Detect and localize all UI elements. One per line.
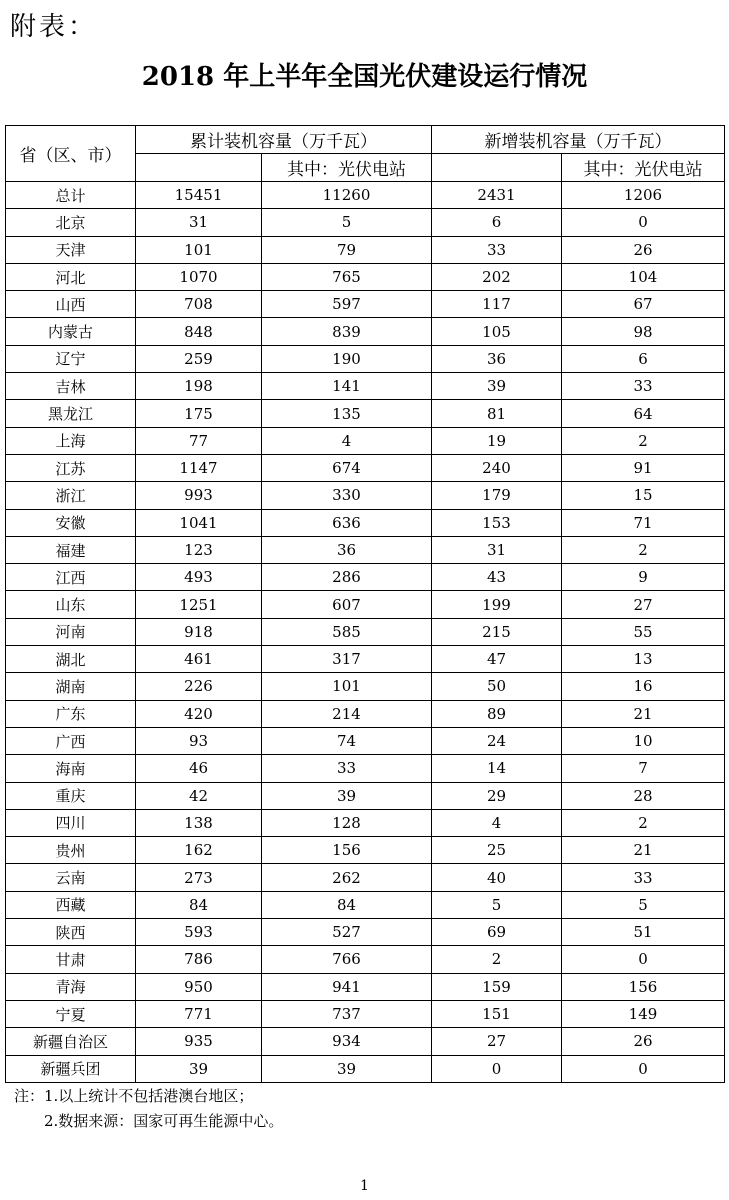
region-cell: 河北	[6, 263, 136, 290]
new-cell: 240	[432, 454, 562, 481]
region-cell: 广东	[6, 700, 136, 727]
new-station-cell: 0	[562, 1055, 725, 1082]
cumulative-cell: 198	[136, 373, 262, 400]
region-cell: 吉林	[6, 373, 136, 400]
new-station-cell: 91	[562, 454, 725, 481]
cumulative-station-cell: 317	[262, 646, 432, 673]
table-row	[6, 1055, 725, 1082]
cumulative-station-cell: 74	[262, 727, 432, 754]
cumulative-cell: 771	[136, 1000, 262, 1027]
cumulative-station-cell: 101	[262, 673, 432, 700]
cumulative-cell: 39	[136, 1055, 262, 1082]
new-station-cell: 156	[562, 973, 725, 1000]
table-row	[6, 318, 725, 345]
new-station-cell: 26	[562, 1028, 725, 1055]
cumulative-station-cell: 934	[262, 1028, 432, 1055]
region-cell: 山东	[6, 591, 136, 618]
cumulative-cell: 420	[136, 700, 262, 727]
header-cumulative-capacity: 累计装机容量（万千瓦）	[136, 126, 432, 154]
new-station-cell: 149	[562, 1000, 725, 1027]
table-row	[6, 946, 725, 973]
new-cell: 29	[432, 782, 562, 809]
footnotes	[14, 1084, 283, 1134]
new-cell: 24	[432, 727, 562, 754]
cumulative-cell: 123	[136, 536, 262, 563]
new-station-cell: 51	[562, 919, 725, 946]
total-new: 2431	[432, 182, 562, 209]
region-cell: 宁夏	[6, 1000, 136, 1027]
new-cell: 105	[432, 318, 562, 345]
header-cum-station: 其中：光伏电站	[262, 154, 432, 182]
cumulative-cell: 708	[136, 291, 262, 318]
new-cell: 5	[432, 891, 562, 918]
new-cell: 202	[432, 263, 562, 290]
new-cell: 19	[432, 427, 562, 454]
total-cumulative-station: 11260	[262, 182, 432, 209]
table-row	[6, 973, 725, 1000]
header-region: 省（区、市）	[6, 126, 136, 182]
new-cell: 27	[432, 1028, 562, 1055]
pv-capacity-table	[5, 125, 725, 1083]
new-station-cell: 13	[562, 646, 725, 673]
table-row	[6, 755, 725, 782]
cumulative-cell: 1041	[136, 509, 262, 536]
new-cell: 153	[432, 509, 562, 536]
new-cell: 25	[432, 837, 562, 864]
cumulative-cell: 259	[136, 345, 262, 372]
new-cell: 81	[432, 400, 562, 427]
new-cell: 199	[432, 591, 562, 618]
cumulative-station-cell: 33	[262, 755, 432, 782]
new-cell: 6	[432, 209, 562, 236]
new-station-cell: 16	[562, 673, 725, 700]
cumulative-station-cell: 79	[262, 236, 432, 263]
new-station-cell: 33	[562, 373, 725, 400]
new-station-cell: 55	[562, 618, 725, 645]
cumulative-cell: 1070	[136, 263, 262, 290]
table-row	[6, 1028, 725, 1055]
cumulative-cell: 101	[136, 236, 262, 263]
new-cell: 2	[432, 946, 562, 973]
cumulative-cell: 162	[136, 837, 262, 864]
new-station-cell: 98	[562, 318, 725, 345]
table-row	[6, 427, 725, 454]
cumulative-station-cell: 5	[262, 209, 432, 236]
new-cell: 31	[432, 536, 562, 563]
new-station-cell: 15	[562, 482, 725, 509]
appendix-label: 附表：	[10, 12, 98, 42]
cumulative-cell: 786	[136, 946, 262, 973]
new-cell: 40	[432, 864, 562, 891]
cumulative-station-cell: 262	[262, 864, 432, 891]
new-cell: 117	[432, 291, 562, 318]
new-station-cell: 71	[562, 509, 725, 536]
table-row	[6, 700, 725, 727]
table-row	[6, 564, 725, 591]
table-row	[6, 509, 725, 536]
cumulative-station-cell: 214	[262, 700, 432, 727]
cumulative-cell: 46	[136, 755, 262, 782]
cumulative-station-cell: 636	[262, 509, 432, 536]
new-station-cell: 7	[562, 755, 725, 782]
new-cell: 43	[432, 564, 562, 591]
cumulative-station-cell: 39	[262, 782, 432, 809]
region-cell: 河南	[6, 618, 136, 645]
cumulative-cell: 93	[136, 727, 262, 754]
cumulative-station-cell: 39	[262, 1055, 432, 1082]
new-cell: 215	[432, 618, 562, 645]
new-station-cell: 21	[562, 700, 725, 727]
new-station-cell: 67	[562, 291, 725, 318]
new-cell: 4	[432, 809, 562, 836]
table-row	[6, 618, 725, 645]
region-cell: 江苏	[6, 454, 136, 481]
table-row	[6, 536, 725, 563]
total-row	[6, 182, 725, 209]
table-row	[6, 891, 725, 918]
table-row	[6, 345, 725, 372]
header-new-total-blank	[432, 154, 562, 182]
region-cell: 山西	[6, 291, 136, 318]
cumulative-station-cell: 135	[262, 400, 432, 427]
footnote-2: 2.数据来源：国家可再生能源中心。	[44, 1112, 284, 1130]
cumulative-cell: 848	[136, 318, 262, 345]
cumulative-station-cell: 190	[262, 345, 432, 372]
page-number: 1	[360, 1178, 369, 1194]
footnote-1: 注：1.以上统计不包括港澳台地区；	[14, 1087, 254, 1105]
cumulative-station-cell: 674	[262, 454, 432, 481]
table-row	[6, 209, 725, 236]
new-cell: 89	[432, 700, 562, 727]
new-station-cell: 9	[562, 564, 725, 591]
table-row	[6, 782, 725, 809]
table-row	[6, 864, 725, 891]
region-cell: 青海	[6, 973, 136, 1000]
cumulative-cell: 935	[136, 1028, 262, 1055]
new-station-cell: 27	[562, 591, 725, 618]
cumulative-cell: 918	[136, 618, 262, 645]
cumulative-cell: 993	[136, 482, 262, 509]
table-row	[6, 1000, 725, 1027]
new-cell: 36	[432, 345, 562, 372]
total-cumulative: 15451	[136, 182, 262, 209]
new-station-cell: 0	[562, 946, 725, 973]
new-cell: 69	[432, 919, 562, 946]
cumulative-station-cell: 585	[262, 618, 432, 645]
table-row	[6, 727, 725, 754]
table-row	[6, 646, 725, 673]
new-cell: 39	[432, 373, 562, 400]
table-row	[6, 454, 725, 481]
cumulative-cell: 77	[136, 427, 262, 454]
cumulative-cell: 273	[136, 864, 262, 891]
region-cell: 安徽	[6, 509, 136, 536]
new-cell: 0	[432, 1055, 562, 1082]
cumulative-station-cell: 607	[262, 591, 432, 618]
cumulative-cell: 493	[136, 564, 262, 591]
cumulative-station-cell: 286	[262, 564, 432, 591]
region-cell: 天津	[6, 236, 136, 263]
table-row	[6, 591, 725, 618]
total-new-station: 1206	[562, 182, 725, 209]
new-station-cell: 10	[562, 727, 725, 754]
new-station-cell: 21	[562, 837, 725, 864]
cumulative-station-cell: 765	[262, 263, 432, 290]
new-cell: 179	[432, 482, 562, 509]
cumulative-station-cell: 597	[262, 291, 432, 318]
cumulative-station-cell: 36	[262, 536, 432, 563]
cumulative-station-cell: 330	[262, 482, 432, 509]
region-cell: 重庆	[6, 782, 136, 809]
new-station-cell: 64	[562, 400, 725, 427]
cumulative-cell: 1251	[136, 591, 262, 618]
new-station-cell: 0	[562, 209, 725, 236]
table-row	[6, 400, 725, 427]
cumulative-station-cell: 141	[262, 373, 432, 400]
cumulative-station-cell: 766	[262, 946, 432, 973]
table-row	[6, 809, 725, 836]
cumulative-station-cell: 737	[262, 1000, 432, 1027]
new-cell: 151	[432, 1000, 562, 1027]
region-cell: 辽宁	[6, 345, 136, 372]
new-station-cell: 6	[562, 345, 725, 372]
cumulative-cell: 593	[136, 919, 262, 946]
total-label: 总计	[6, 182, 136, 209]
header-new-capacity: 新增装机容量（万千瓦）	[432, 126, 725, 154]
region-cell: 陕西	[6, 919, 136, 946]
table-row	[6, 837, 725, 864]
header-new-station: 其中：光伏电站	[562, 154, 725, 182]
table-row	[6, 263, 725, 290]
table-row	[6, 291, 725, 318]
cumulative-station-cell: 839	[262, 318, 432, 345]
new-cell: 50	[432, 673, 562, 700]
region-cell: 湖南	[6, 673, 136, 700]
cumulative-cell: 950	[136, 973, 262, 1000]
cumulative-station-cell: 84	[262, 891, 432, 918]
region-cell: 新疆自治区	[6, 1028, 136, 1055]
cumulative-station-cell: 527	[262, 919, 432, 946]
new-station-cell: 33	[562, 864, 725, 891]
new-station-cell: 2	[562, 536, 725, 563]
cumulative-cell: 175	[136, 400, 262, 427]
region-cell: 云南	[6, 864, 136, 891]
table-row	[6, 236, 725, 263]
region-cell: 湖北	[6, 646, 136, 673]
region-cell: 江西	[6, 564, 136, 591]
region-cell: 浙江	[6, 482, 136, 509]
new-station-cell: 26	[562, 236, 725, 263]
region-cell: 黑龙江	[6, 400, 136, 427]
region-cell: 广西	[6, 727, 136, 754]
cumulative-station-cell: 941	[262, 973, 432, 1000]
cumulative-cell: 31	[136, 209, 262, 236]
cumulative-cell: 226	[136, 673, 262, 700]
header-cum-total-blank	[136, 154, 262, 182]
region-cell: 上海	[6, 427, 136, 454]
region-cell: 甘肃	[6, 946, 136, 973]
table-row	[6, 673, 725, 700]
cumulative-cell: 461	[136, 646, 262, 673]
new-station-cell: 2	[562, 809, 725, 836]
region-cell: 福建	[6, 536, 136, 563]
new-station-cell: 104	[562, 263, 725, 290]
table-row	[6, 919, 725, 946]
region-cell: 内蒙古	[6, 318, 136, 345]
cumulative-cell: 84	[136, 891, 262, 918]
cumulative-cell: 138	[136, 809, 262, 836]
table-row	[6, 373, 725, 400]
cumulative-station-cell: 128	[262, 809, 432, 836]
new-station-cell: 2	[562, 427, 725, 454]
new-cell: 47	[432, 646, 562, 673]
new-cell: 159	[432, 973, 562, 1000]
new-station-cell: 28	[562, 782, 725, 809]
region-cell: 贵州	[6, 837, 136, 864]
new-cell: 33	[432, 236, 562, 263]
region-cell: 海南	[6, 755, 136, 782]
table-row	[6, 482, 725, 509]
cumulative-cell: 1147	[136, 454, 262, 481]
region-cell: 四川	[6, 809, 136, 836]
cumulative-station-cell: 156	[262, 837, 432, 864]
new-cell: 14	[432, 755, 562, 782]
region-cell: 西藏	[6, 891, 136, 918]
new-station-cell: 5	[562, 891, 725, 918]
region-cell: 北京	[6, 209, 136, 236]
document-title: 2018 年上半年全国光伏建设运行情况	[141, 62, 588, 92]
cumulative-station-cell: 4	[262, 427, 432, 454]
region-cell: 新疆兵团	[6, 1055, 136, 1082]
cumulative-cell: 42	[136, 782, 262, 809]
